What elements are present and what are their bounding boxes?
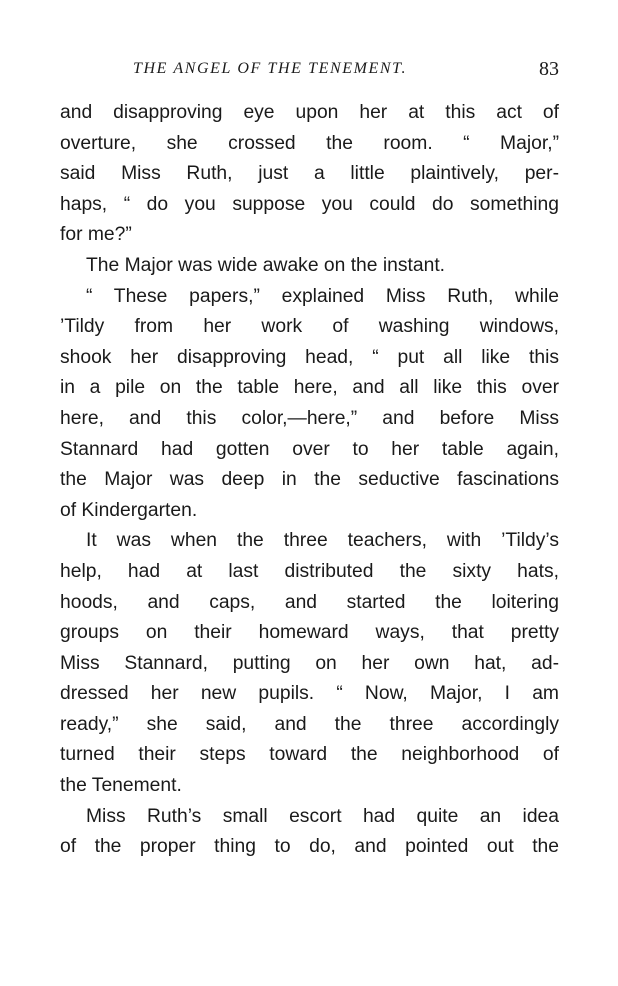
text-line: help, had at last distributed the sixty hats, <box>60 560 559 582</box>
page-number: 83 <box>539 58 559 80</box>
text-line: of Kindergarten. <box>60 499 198 521</box>
text-line: haps, “ do you suppose you could do something <box>60 193 559 215</box>
text-line: ready,” she said, and the three accordingly <box>60 713 559 735</box>
text-line: of the proper thing to do, and pointed out the <box>60 836 559 858</box>
text-line: hoods, and caps, and started the loitering <box>60 591 559 613</box>
text-line: Miss Ruth’s small escort had quite an idea <box>86 805 559 827</box>
text-line: here, and this color,—here,” and before Miss <box>60 407 559 429</box>
text-line: the Tenement. <box>60 775 182 797</box>
text-line: overture, she crossed the room. “ Major,” <box>60 132 559 154</box>
page-header <box>0 50 618 84</box>
text-line: groups on their homeward ways, that pretty <box>60 622 559 644</box>
text-line: Miss Stannard, putting on her own hat, ad- <box>60 652 559 674</box>
text-line: “ These papers,” explained Miss Ruth, while <box>86 285 559 307</box>
text-line: ’Tildy from her work of washing windows, <box>60 316 559 338</box>
text-line: the Major was deep in the seductive fascinations <box>60 469 559 491</box>
text-line: It was when the three teachers, with ’Tildy’s <box>86 530 559 552</box>
text-line: dressed her new pupils. “ Now, Major, I am <box>60 683 559 705</box>
text-line: and disapproving eye upon her at this act of <box>60 102 559 123</box>
text-line: shook her disapproving head, “ put all like this <box>60 346 559 368</box>
body-text <box>60 98 559 863</box>
text-line: for me?” <box>60 224 132 246</box>
text-line: said Miss Ruth, just a little plaintively, per- <box>60 163 559 185</box>
text-line: The Major was wide awake on the instant. <box>86 254 446 276</box>
text-line: in a pile on the table here, and all like this over <box>60 377 559 399</box>
running-title: THE ANGEL OF THE TENEMENT. <box>133 60 408 77</box>
text-line: Stannard had gotten over to her table again, <box>60 438 559 460</box>
text-line: turned their steps toward the neighborhood of <box>60 744 559 766</box>
